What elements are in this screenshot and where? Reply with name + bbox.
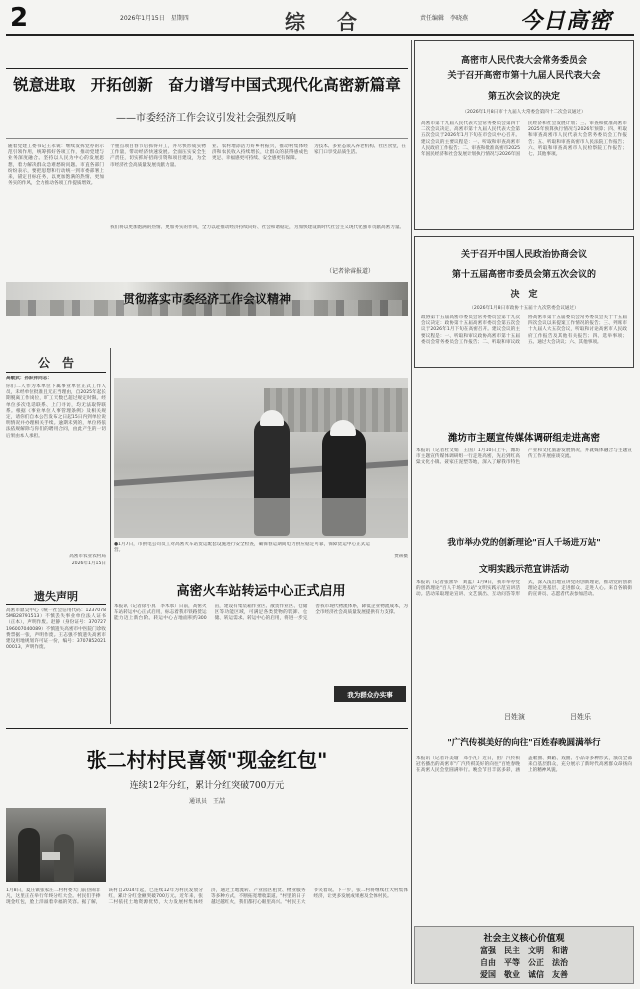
main-photo-caption: ●1月7日，市供电公司员工对高密火车站货运配套设施进行安全检查，确保春运期间电力供应稳定可靠，保障货运中心正式运营。	[114, 542, 370, 554]
volunteer-title-2: 文明实践示范宣讲活动	[478, 565, 569, 575]
npc-title-1: 高密市人民代表大会常务委员会	[460, 56, 587, 66]
headline-subtitle: ——市委经济工作会议引发社会强烈反响	[116, 113, 296, 124]
headline-top-rule	[6, 68, 408, 69]
photo-ground	[114, 498, 408, 538]
volunteer-credit-2: 吕姓乐	[570, 713, 591, 721]
cppcc-title-1: 关于召开中国人民政治协商会议	[460, 250, 587, 260]
editor-line: 责任编辑 李晓燕	[420, 15, 469, 22]
headline-lower-text: 我们将以更加饱满的热情、更加务实的作风，全力以赴推动经济持续向好、社会和谐稳定，为加快建设新时代社会主义现代化强市贡献高密力量。	[110, 225, 405, 230]
village-credit: 通讯员 王喆	[188, 798, 225, 805]
announcement-body: 你们二人作为本单位下属事业单位正式工作人员，未经单位批准且无正当理由，自2025年起长期脱离工作岗位，旷工天数已超过规定时限。经单位多次电话联系、上门寻访，均无法取得联系。根据《事业单位人事管理条例》及相关规定，请你们自本公告发布之日起15日内到单位说明情况并办理相关手续。逾期未到的，单位将依法依规解除与你们的聘用合同，由此产生的一切后果由本人承担。	[6, 384, 106, 439]
paper-name-logo: 今日高密	[520, 8, 613, 34]
village-photo	[6, 808, 106, 882]
section-title: 综 合	[285, 10, 363, 34]
dance-title: "广汽传祺美好的向往"百姓春晚圆满举行	[447, 738, 601, 748]
npc-title-2: 关于召开高密市第十九届人民代表大会	[447, 71, 601, 81]
announcement-date: 2026年1月15日	[71, 561, 106, 566]
cppcc-body: 政协第十五届高密市委员会常务委员会第十九次会议决定：政协第十五届高密市委员会第五次会议于2026年1月下旬在高密召开。建议会议的主要议程是：一、听取和审议政协高密市第十五届委员会常务委员会工作报告；二、听取和审议政协高密市第十五届委员会常务委员会关于十五届四次会议以来提案工作情况的报告；三、列席市十九届人大五次会议，听取和讨论高密市人民政府工作报告及其他有关报告；四、选举事项；五、通过大会决议；六、其他事项。	[421, 315, 627, 345]
left-column-rule	[110, 348, 111, 724]
headline-source: （记者徐睿报道）	[326, 268, 375, 275]
announcement-box	[6, 348, 106, 580]
cppcc-title-3: 决 定	[510, 290, 538, 300]
core-values-row-1: 富强 民主 文明 和谐	[480, 945, 568, 955]
cppcc-decision	[414, 236, 634, 368]
freight-body: 本报讯（记者徐小真 李术承）日前，高密火车站转运中心正式启用，标志着我市铁路货运能力迈上新台阶。转运中心占地面积约300亩，建设有集装箱作业区、散货作业区、仓储区等功能区域，可满足各类货物的装卸、仓储、转运需求。转运中心的启用，将进一步完善我市现代物流体系，降低企业物流成本，为全市经济社会高质量发展提供有力支撑。	[114, 604, 408, 622]
volunteer-body: 本报讯（记者张蕾华 刘蓝）1月9日，我市举办党的创新理论"百人千场进万站"文明实践示范宣讲活动。活动采取理论宣讲、文艺演出、互动问答等形式，深入浅出地宣讲党的创新理论，推动党的创新理论走进基层、走进群众、走进人心。来自各镇街的宣讲员、志愿者代表参加活动。	[416, 580, 632, 598]
lost-notice-title: 遗失声明	[34, 590, 78, 603]
lost-notice-box	[6, 588, 106, 724]
headline-divider	[6, 138, 408, 139]
announcement-signature: 高密市农业农村局	[69, 554, 106, 559]
announcement-title: 公 告	[37, 356, 74, 370]
lost-notice-body: 高密市鼎昊中心（统一社会信用代码：12370785MB28791513）不慎丢失事业单位法人证书（正本），声明作废。赵静（身份证号：370727196007040089）不慎遗失高密市中医院门诊收费票据一张，声明作废。王志强不慎遗失高密市建设用地规划许可证一份，编号：370785202100013，声明作废。	[6, 608, 106, 651]
banner-caption: 贯彻落实市委经济工作会议精神	[122, 292, 291, 306]
headline-title: 锐意进取 开拓创新 奋力谱写中国式现代化高密新篇章	[13, 76, 401, 94]
cppcc-title-2: 第十五届高密市委员会第五次会议的	[451, 270, 596, 280]
announcement-recipient: 高敏武：孙跃祥同志：	[6, 376, 52, 381]
village-title: 张二村村民喜领"现金红包"	[86, 748, 328, 772]
announcement-rule	[6, 372, 106, 373]
dance-body: 本报讯（记者许美瑜 邓小凡）近日，由广汽传祺冠名播出的高密市"广汽传祺美好的向往"百姓春晚在高密人民会堂圆满举行。晚会节目丰富多彩，涵盖歌曲、舞蹈、戏曲、小品等多种形式，演员全部来自基层群众，充分展示了新时代高密群众昂扬向上的精神风貌。	[416, 756, 632, 774]
cppcc-note: （2026年1月8日市政协十五届十九次常委会议通过）	[469, 306, 579, 311]
npc-title-3: 第五次会议的决定	[487, 92, 560, 102]
volunteer-title-1: 我市举办党的创新理论"百人千场进万站"	[447, 538, 601, 548]
village-top-rule	[6, 728, 408, 729]
lost-notice-rule	[6, 604, 106, 605]
weifang-body: 本报讯（记者杜文娟 王国）1月10日上午，潍坊市主题宣传媒体调研组一行走进高密，先后到红高粱文化小镇、聂家庄泥塑等地，深入了解我市特色产业和文化旅游发展情况，并就媒体融合与主题宣传工作开展座谈交流。	[416, 448, 632, 466]
npc-body: 高密市第十九届人民代表大会常务委员会第四十二次会议决定，高密市第十九届人民代表大会第五次会议于2026年1月下旬在市会议中心召开。建议会议的主要议程是：一、听取和审查高密市人民政府工作报告；二、审查和批准高密市2025年国民经济和社会发展计划执行情况与2026年国民经济和社会发展计划；三、审查和批准高密市2025年预算执行情况与2026年预算；四、听取和审查高密市人民代表大会常务委员会工作报告；五、听取和审查高密市人民法院工作报告；六、听取和审查高密市人民检察院工作报告；七、其他事项。	[421, 121, 627, 158]
village-photo-cash	[42, 852, 60, 860]
headline-article	[6, 40, 408, 280]
core-values-title: 社会主义核心价值观	[483, 934, 565, 944]
core-values-box	[414, 926, 634, 984]
volunteer-credit-1: 吕姓演	[504, 713, 525, 721]
village-subtitle: 连续12年分红，累计分红突破700万元	[129, 781, 285, 791]
masthead	[0, 0, 640, 38]
masthead-rule	[6, 34, 634, 36]
page-number: 2	[10, 3, 29, 33]
right-column-rule	[411, 40, 412, 984]
date-line: 2026年1月15日 星期四	[120, 15, 189, 22]
banner-photo	[6, 282, 408, 316]
headline-col4: 为技术、多业态嵌入养老机构、社区食堂，在家门口享受品质生活。	[314, 144, 406, 156]
headline-col1: 随着党建工委书记王永锐：继续发挥党办的示范引领作用，统筹抓好各项工作，推动党建与业务深度融合。坚持以人民为中心的发展思想，着力解决群众急难愁盼问题。市直各部门纷纷表示，要把思想和行动统一到市委部署上来，锚定目标任务，以更加饱满的热情、更加务实的作风，全力推动各项工作提质增效。	[8, 144, 104, 187]
freight-title: 高密火车站转运中心正式启用	[176, 584, 346, 599]
freight-badge-label: 我为群众办实事	[347, 691, 393, 699]
core-values-row-3: 爱国 敬业 诚信 友善	[480, 969, 568, 979]
headline-col2: 个重点项目春节后抓得开工，并尽快形成实物工作量，带动经济快速发展。全面压实安全生产责任，切实抓好招商引资和项目建设，为全市经济社会高质量发展贡献力量。	[110, 144, 206, 168]
npc-note: （2026年1月8日市十九届人大常委会第四十二次会议通过）	[462, 110, 586, 115]
core-values-row-2: 自由 平等 公正 法治	[480, 957, 568, 967]
main-photo	[114, 378, 408, 538]
npc-decision	[414, 40, 634, 230]
village-photo-person-1	[18, 828, 40, 882]
village-body: 1月8日，夏庄镇张家庄二村村委大门前热闹非凡，这里正在举行年终分红大会。村民们手捧现金红包，脸上洋溢着幸福的笑容。据了解，该村自2014年起，已连续12年为村民发放分红，累计分红金额突破700万元。近年来，张二村依托土地资源优势，大力发展村集体经济，通过土地流转、产业园区租赁、物业服务等多种方式，不断拓宽增收渠道。"村里的日子越过越红火，我们都打心眼里高兴。"村民王大爷笑着说。下一步，张二村将继续壮大村集体经济，让更多发展成果惠及全体村民。	[6, 888, 408, 906]
main-photo-credit: 贾犇摄	[394, 554, 408, 559]
weifang-title: 潍坊市主题宣传媒体调研组走进高密	[447, 433, 600, 444]
freight-badge	[334, 686, 406, 702]
headline-col3: 业、农村增添活力好乡村振兴，推动村集体经济和农民收入持续增长，让群众的获得感成色更足、幸福感更可持续、安全感更有保障。	[212, 144, 308, 162]
